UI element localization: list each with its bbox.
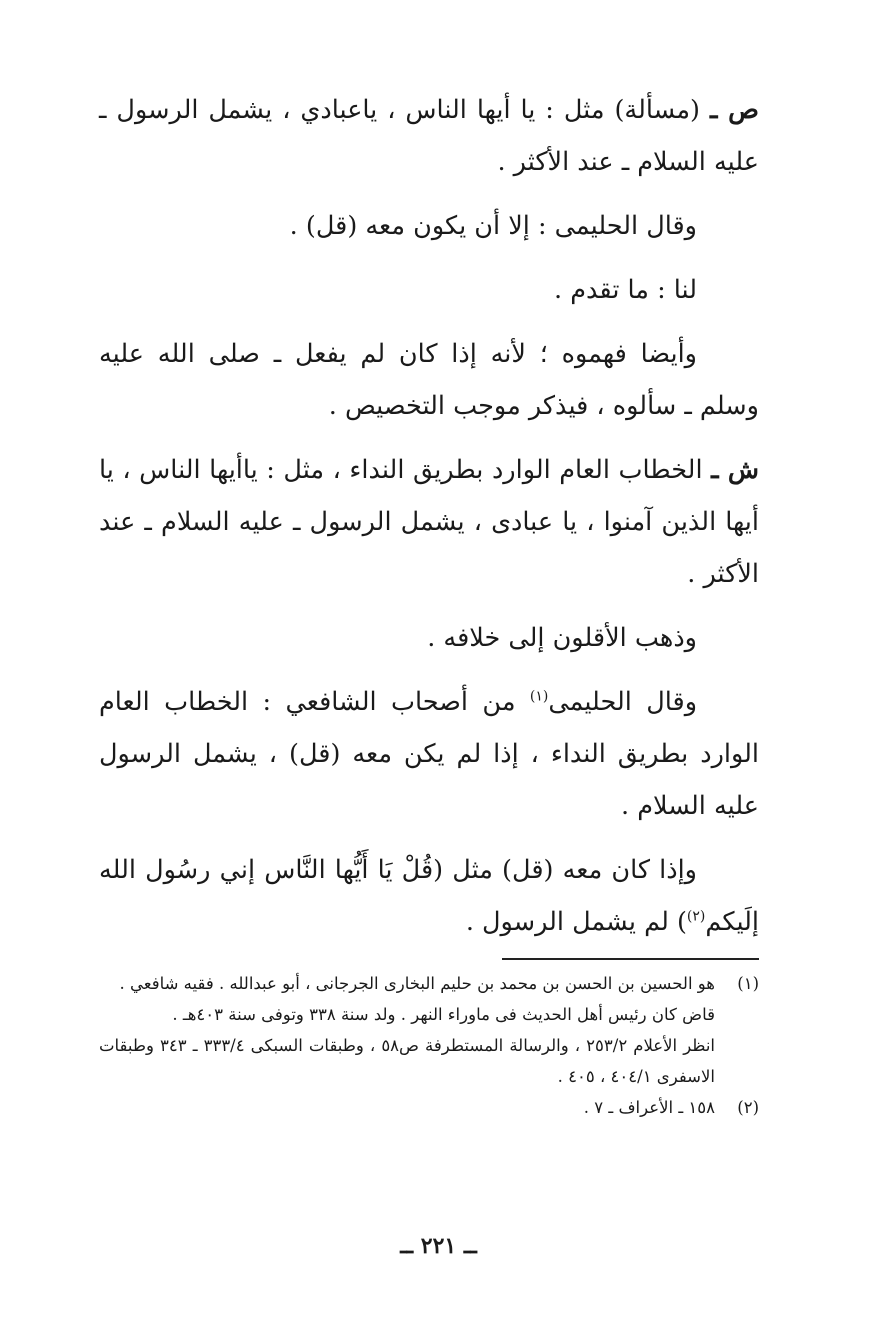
footnote-line: انظر الأعلام ٢٥٣/٢ ، والرسالة المستطرفة ص٥٨ ، وطبقات السبكى ٣٣٣/٤ ـ ٣٤٣ وطبقات الاسفرى ٤٠٤/١ ، ٤٠٥ . <box>99 1036 716 1086</box>
footnote-1 <box>99 968 759 1092</box>
footnote-line: هو الحسين بن الحسن بن محمد بن حليم البخارى الجرجانى ، أبو عبدالله . فقيه شافعي . <box>119 974 715 993</box>
paragraph-qul <box>99 844 759 948</box>
page-number: ــ ٢٢١ ــ <box>400 1233 477 1259</box>
footnote-number: (٢) <box>737 1098 759 1117</box>
paragraph-text: الخطاب العام الوارد بطريق النداء ، مثل : ياأيها الناس ، يا أيها الذين آمنوا ، يا عبادى ، يشمل الرسول ـ عليه السلام ـ عند الأكثر . <box>99 455 759 589</box>
paragraph-text: (مسألة) مثل : يا أيها الناس ، ياعبادي ، يشمل الرسول ـ عليه السلام ـ عند الأكثر . <box>99 95 759 177</box>
footnote-body <box>99 968 715 1092</box>
footnote-body <box>99 1092 715 1123</box>
footnotes <box>99 968 759 1123</box>
paragraph-text: وقال الحليمى <box>548 687 698 717</box>
paragraph-text: وإذا كان معه (قل) مثل (قُلْ يَا أَيُّها النَّاس إني رسُول الله إلَيكم <box>99 855 759 937</box>
sad-marker: ص ـ <box>709 95 759 125</box>
footnote-separator <box>502 958 759 960</box>
footnote-ref-1[interactable]: (١) <box>529 688 549 705</box>
paragraph-halimi-detail <box>99 676 759 832</box>
paragraph-text: ) لم يشمل الرسول . <box>465 907 687 937</box>
paragraph-halimi-view: وقال الحليمى : إلا أن يكون معه (قل) . <box>289 211 697 241</box>
main-text <box>99 84 759 960</box>
paragraph-text: من أصحاب الشافعي : الخطاب العام الوارد بطريق النداء ، إذا لم يكن معه (قل) ، يشمل الرسول عليه السلام . <box>99 687 759 821</box>
shin-marker: ش ـ <box>711 455 759 485</box>
paragraph-minority: وذهب الأقلون إلى خلافه . <box>427 623 697 653</box>
footnote-ref-2[interactable]: (٢) <box>686 908 706 925</box>
footnote-line: قاض كان رئيس أهل الحديث فى ماوراء النهر . ولد سنة ٣٣٨ وتوفى سنة ٤٠٣هـ . <box>172 1005 715 1024</box>
footnote-number: (١) <box>737 974 759 993</box>
footnote-line: ١٥٨ ـ الأعراف ـ ٧ . <box>583 1098 715 1117</box>
paragraph-masala <box>99 84 759 188</box>
footnote-2 <box>99 1092 759 1123</box>
paragraph-sharh <box>99 444 759 600</box>
paragraph-also: وأيضا فهموه ؛ لأنه إذا كان لم يفعل ـ صلى الله عليه وسلم ـ سألوه ، فيذكر موجب التخصيص . <box>99 339 759 421</box>
paragraph-our-proof: لنا : ما تقدم . <box>554 275 697 305</box>
